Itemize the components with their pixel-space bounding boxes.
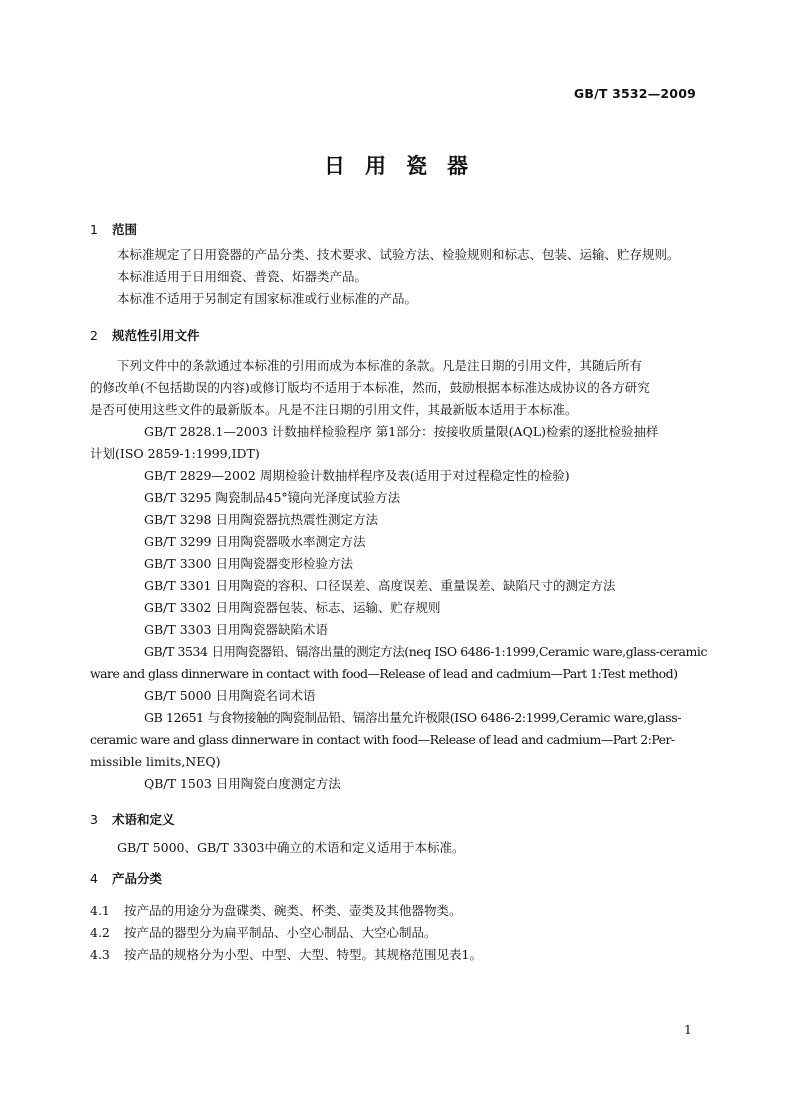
reference-title: 日用陶瓷白度测定方法 — [215, 776, 341, 791]
reference-continuation: missible limits,NEQ) — [90, 754, 221, 769]
reference-title: 日用陶瓷器抗热震性测定方法 — [215, 512, 379, 527]
reference-item — [90, 619, 704, 641]
reference-item — [90, 465, 704, 487]
subclause-number: 4.1 — [90, 903, 110, 918]
s2-intro-line-2: 的修改单(不包括勘误的内容)或修订版均不适用于本标准，然而，鼓励根据本标准达成协议的各方研究 — [90, 380, 650, 395]
reference-code: GB/T 3298 — [144, 512, 212, 527]
reference-item — [90, 531, 704, 553]
subclause-text: 按产品的规格分为小型、中型、大型、特型。其规格范围见表1。 — [124, 947, 482, 962]
section-number: 3 — [90, 812, 98, 827]
reference-code: GB/T 3534 — [144, 644, 208, 659]
s2-intro-line-1: 下列文件中的条款通过本标准的引用而成为本标准的条款。凡是注日期的引用文件，其随后所有 — [117, 358, 643, 373]
reference-title: 日用陶瓷器吸水率测定方法 — [215, 534, 366, 549]
reference-code: GB/T 3295 — [144, 490, 212, 505]
s2-intro-line-3: 是否可使用这些文件的最新版本。凡是不注日期的引用文件，其最新版本适用于本标准。 — [90, 402, 578, 417]
reference-title: 陶瓷制品45°镜向光泽度试验方法 — [215, 490, 401, 505]
reference-item — [90, 421, 704, 443]
reference-code: GB/T 3303 — [144, 622, 212, 637]
subclause-number: 4.3 — [90, 947, 110, 962]
reference-code: QB/T 1503 — [144, 776, 212, 791]
standard-code: GB/T 3532—2009 — [573, 86, 696, 101]
section-4-heading — [90, 869, 162, 887]
s1-paragraph-1: 本标准规定了日用瓷器的产品分类、技术要求、试验方法、检验规则和标志、包装、运输、贮存规则。 — [117, 247, 680, 262]
reference-title: 日用陶瓷器变形检验方法 — [215, 556, 354, 571]
reference-item — [90, 597, 704, 619]
reference-code: GB/T 3299 — [144, 534, 212, 549]
page-number: 1 — [684, 1022, 692, 1037]
section-title: 术语和定义 — [112, 812, 175, 827]
reference-title: 日用陶瓷器铅、镉溶出量的测定方法(neq ISO 6486-1:1999,Ceramic ware,glass-ceramic — [211, 644, 708, 659]
reference-item — [90, 641, 708, 663]
reference-item — [90, 685, 704, 707]
reference-code: GB/T 3302 — [144, 600, 212, 615]
reference-code: GB/T 2829—2002 — [144, 468, 256, 483]
s3-paragraph-1: GB/T 5000、GB/T 3303中确立的术语和定义适用于本标准。 — [117, 840, 465, 855]
reference-code: GB/T 3301 — [144, 578, 212, 593]
subclause-text: 按产品的器型分为扁平制品、小空心制品、大空心制品。 — [124, 925, 437, 940]
section-1-heading — [90, 220, 137, 238]
section-title: 规范性引用文件 — [112, 328, 200, 343]
section-number: 4 — [90, 871, 98, 886]
section-title: 产品分类 — [112, 871, 163, 886]
reference-title: 日用陶瓷器缺陷术语 — [215, 622, 329, 637]
reference-item — [90, 487, 704, 509]
reference-code: GB 12651 — [144, 710, 204, 725]
reference-code: GB/T 5000 — [144, 688, 212, 703]
reference-title: 日用陶瓷名词术语 — [215, 688, 316, 703]
reference-title: 与食物接触的陶瓷制品铅、镉溶出量允许极限(ISO 6486-2:1999,Ceramic ware,glass- — [207, 710, 682, 725]
reference-item — [90, 553, 704, 575]
reference-item — [90, 773, 704, 795]
reference-code: GB/T 2828.1—2003 — [144, 424, 268, 439]
s1-paragraph-3: 本标准不适用于另制定有国家标准或行业标准的产品。 — [117, 291, 418, 306]
reference-item — [90, 575, 704, 597]
section-number: 2 — [90, 328, 98, 343]
reference-item — [90, 707, 704, 729]
reference-title: 日用陶瓷器包装、标志、运输、贮存规则 — [215, 600, 441, 615]
reference-code: GB/T 3300 — [144, 556, 212, 571]
reference-title: 日用陶瓷的容积、口径误差、高度误差、重量误差、缺陷尺寸的测定方法 — [215, 578, 616, 593]
reference-item — [90, 509, 704, 531]
document-title: 日用瓷器 — [324, 154, 488, 178]
subclause-number: 4.2 — [90, 925, 110, 940]
s1-paragraph-2: 本标准适用于日用细瓷、普瓷、炻器类产品。 — [117, 269, 368, 284]
section-number: 1 — [90, 222, 98, 237]
reference-continuation: 计划(ISO 2859-1:1999,IDT) — [90, 446, 260, 461]
subclause-item — [90, 923, 437, 941]
section-title: 范围 — [112, 222, 138, 237]
subclause-item — [90, 901, 462, 919]
subclause-item — [90, 945, 482, 963]
section-3-heading — [90, 810, 175, 828]
section-2-heading — [90, 326, 200, 344]
reference-title: 周期检验计数抽样程序及表(适用于对过程稳定性的检验) — [259, 468, 570, 483]
reference-continuation: ceramic ware and glass dinnerware in contact with food—Release of lead and cadmium—Part 2:Per- — [90, 732, 675, 747]
subclause-text: 按产品的用途分为盘碟类、碗类、杯类、壶类及其他器物类。 — [124, 903, 462, 918]
reference-title: 计数抽样检验程序 第1部分：按接收质量限(AQL)检索的逐批检验抽样 — [271, 424, 659, 439]
reference-continuation: ware and glass dinnerware in contact with food—Release of lead and cadmium—Part 1:Test method) — [90, 666, 678, 681]
